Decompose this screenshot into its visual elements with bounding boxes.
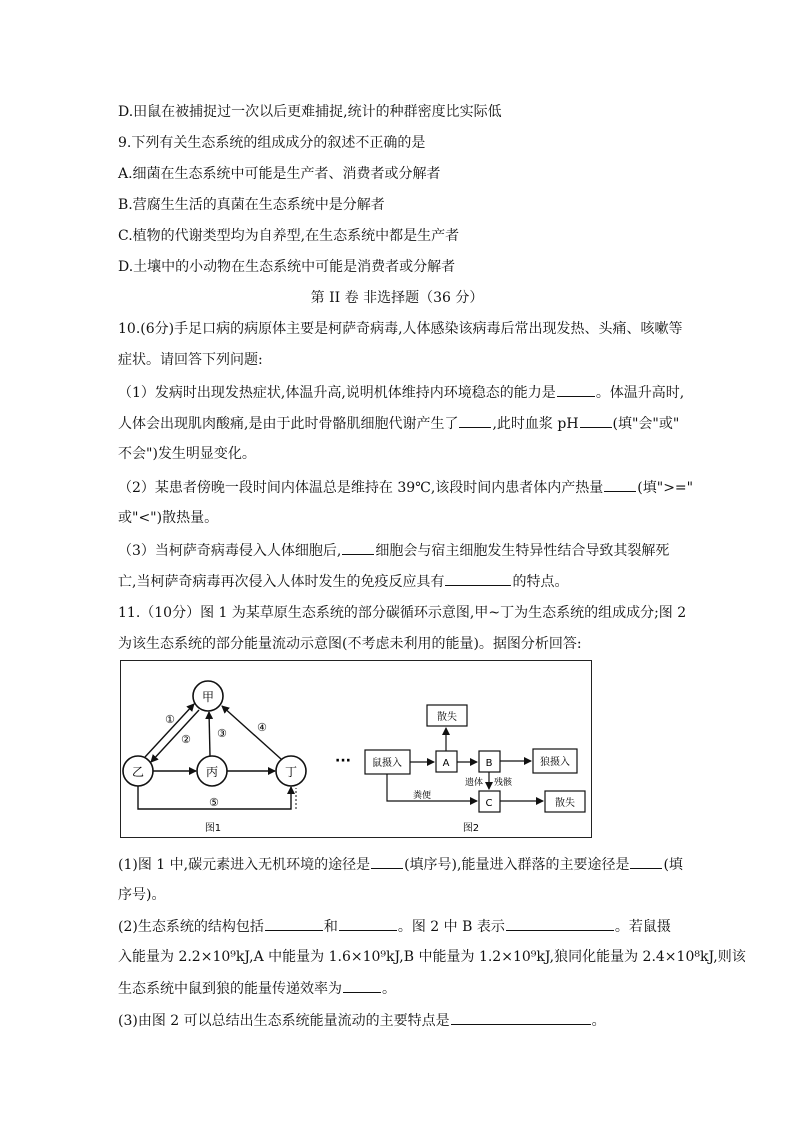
- fig1-node-ding-label: 丁: [284, 765, 298, 779]
- fig2-label-remains: 遗体: [465, 778, 484, 788]
- q9-option-b: B.营腐生生活的真菌在生态系统中是分解者: [118, 197, 385, 213]
- q11-part3-line1: (3)由图 2 可以总结出生态系统能量流动的主要特点是 。: [118, 1010, 606, 1031]
- fig2-caption: 图2: [462, 823, 480, 834]
- q11-part2-line3: 生态系统中鼠到狼的能量传递效率为 。: [118, 978, 396, 999]
- q10-part2-line1: （2）某患者傍晚一段时间内体温总是维持在 39℃,该段时间内患者体内产热量 (填">=": [118, 477, 693, 498]
- q10-part3-line2: 亡,当柯萨奇病毒再次侵入人体时发生的免疫反应具有 的特点。: [118, 571, 568, 592]
- answer-blank[interactable]: [459, 413, 491, 428]
- q11-figure: [120, 660, 592, 838]
- q10-part3-line1: （3）当柯萨奇病毒侵入人体细胞后, 细胞会与宿主细胞发生特异性结合导致其裂解死: [118, 540, 669, 561]
- q11-part1-line1: (1)图 1 中,碳元素进入无机环境的途径是 (填序号),能量进入群落的主要途径是 (填: [118, 854, 683, 875]
- answer-blank[interactable]: [343, 978, 381, 993]
- fig2-box-c-label: C: [485, 798, 493, 809]
- answer-blank[interactable]: [630, 854, 662, 869]
- fig1-label-5: ⑤: [209, 796, 219, 809]
- q11-part2-line1: (2)生态系统的结构包括 和 。图 2 中 B 表示 。若鼠摄: [118, 916, 671, 937]
- fig2-label-residue: 残骸: [494, 778, 513, 788]
- q10-part1-line2: 人体会出现肌肉酸痛,是由于此时骨骼肌细胞代谢产生了 ,此时血浆 pH (填"会"或": [118, 413, 679, 434]
- answer-blank[interactable]: [265, 916, 323, 931]
- fig2-box-mouse-label: 鼠摄入: [372, 758, 402, 769]
- q11-stem-line2: 为该生态系统的部分能量流动示意图(不考虑未利用的能量)。据图分析回答:: [118, 636, 582, 652]
- fig2-box-b-label: B: [485, 758, 493, 769]
- fig2-box-wolf-label: 狼摄入: [540, 757, 570, 768]
- q11-stem-line1: 11.（10分）图 1 为某草原生态系统的部分碳循环示意图,甲~丁为生态系统的组成成分;图 2: [118, 605, 687, 621]
- fig2-box-loss-right-label: 散失: [555, 798, 575, 809]
- fig1-caption: 图1: [204, 823, 222, 834]
- fig1-node-bing-label: 丙: [205, 765, 219, 779]
- q10-stem-line1: 10.(6分)手足口病的病原体主要是柯萨奇病毒,人体感染该病毒后常出现发热、头痛、咳嗽等: [118, 321, 683, 337]
- q11-part1-line2: 序号)。: [118, 887, 166, 903]
- q9-stem: 9.下列有关生态系统的组成成分的叙述不正确的是: [118, 135, 426, 151]
- answer-blank[interactable]: [557, 382, 595, 397]
- fig2-box-a-label: A: [442, 758, 450, 769]
- fig2-label-feces: 粪便: [413, 791, 432, 801]
- fig1-arrow-4: [222, 706, 281, 759]
- answer-blank[interactable]: [342, 540, 374, 555]
- answer-blank[interactable]: [371, 854, 403, 869]
- answer-blank[interactable]: [451, 1010, 591, 1025]
- fig2-arrow-mouse-c: [387, 774, 477, 801]
- q9-option-c: C.植物的代谢类型均为自养型,在生态系统中都是生产者: [118, 228, 460, 244]
- fig1-arrow-2: [151, 710, 199, 762]
- fig1-node-jia-label: 甲: [201, 690, 215, 704]
- answer-blank[interactable]: [445, 571, 511, 586]
- fig1-label-3: ③: [217, 727, 227, 740]
- fig1-label-1: ①: [165, 713, 175, 726]
- q11-part2-line2: 入能量为 2.2×10⁹kJ,A 中能量为 1.6×10⁹kJ,B 中能量为 1.2×10⁹kJ,狼同化能量为 2.4×10⁸kJ,则该: [118, 949, 746, 965]
- q10-part1-line3: 不会")发生明显变化。: [118, 446, 256, 462]
- q10-part1-line1: （1）发病时出现发热症状,体温升高,说明机体维持内环境稳态的能力是 。体温升高时,: [118, 382, 684, 403]
- fig1-node-yi-label: 乙: [131, 765, 145, 779]
- figure-svg: [121, 661, 591, 837]
- section-2-title: 第 II 卷 非选择题（36 分）: [310, 290, 484, 306]
- fig2-box-loss-top-label: 散失: [437, 712, 457, 723]
- fig1-arrow-1: [145, 704, 194, 757]
- q9-option-a: A.细菌在生态系统中可能是生产者、消费者或分解者: [118, 166, 441, 182]
- fig1-carbon-cycle: [123, 681, 306, 834]
- fig1-label-2: ②: [181, 733, 191, 746]
- fig1-arrow-3: [209, 712, 210, 756]
- q10-part2-line2: 或"<")散热量。: [118, 510, 219, 526]
- answer-blank[interactable]: [604, 477, 636, 492]
- q10-stem-line2: 症状。请回答下列问题:: [118, 352, 263, 368]
- answer-blank[interactable]: [339, 916, 397, 931]
- answer-blank[interactable]: [580, 413, 612, 428]
- answer-blank[interactable]: [506, 916, 614, 931]
- q9-option-d: D.土壤中的小动物在生态系统中可能是消费者或分解者: [118, 259, 456, 275]
- q8-option-d: D.田鼠在被捕捉过一次以后更难捕捉,统计的种群密度比实际低: [118, 104, 502, 120]
- fig2-energy-flow: [335, 705, 585, 834]
- fig2-ellipsis: ···: [335, 753, 351, 769]
- fig1-label-4: ④: [257, 721, 267, 734]
